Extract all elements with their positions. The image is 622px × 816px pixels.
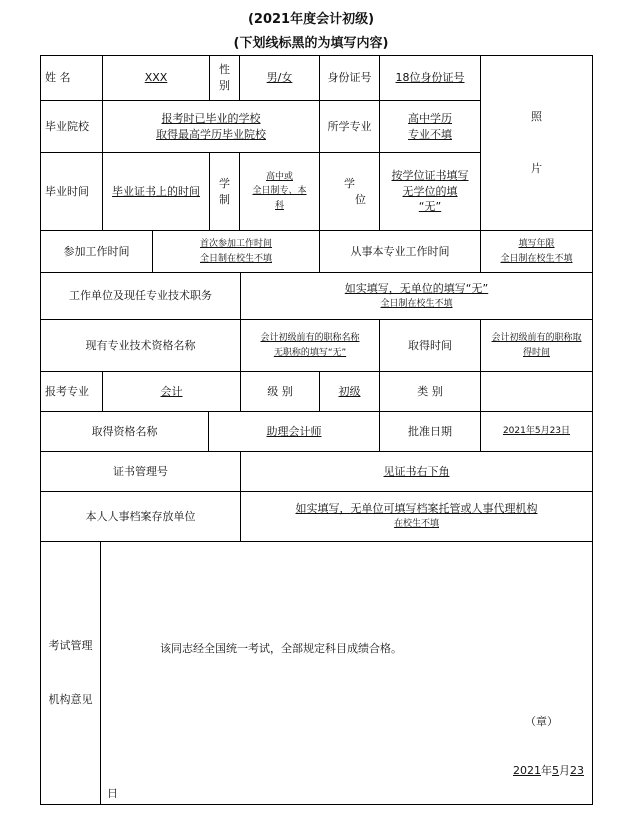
system-label: 学 制 [209,152,239,230]
degree-label: 学 位 [319,152,379,230]
archive-value: 如实填写，无单位可填写档案托管或人事代理机构 在校生不填 [240,491,593,541]
approve-date-value: 2021年5月23日 [480,411,593,451]
employer-label: 工作单位及现任专业技术职务 [40,272,240,319]
school-value: 报考时已毕业的学校 取得最高学历毕业院校 [102,100,319,152]
level-label: 级 别 [240,371,319,411]
category-value [480,371,593,411]
seal-text: （章） [525,715,558,728]
employer-value: 如实填写，无单位的填写“无” 全日制在校生不填 [240,272,593,319]
prof-time-label: 从事本专业工作时间 [319,230,480,272]
form-title: (2021年度会计初级) [247,12,375,27]
opinion-date-day-suffix: 日 [107,787,118,800]
system-value: 高中或 全日制专、本 科 [239,152,319,230]
exam-major-value: 会计 [102,371,240,411]
major-value: 高中学历 专业不填 [379,100,480,152]
qualification-label: 现有专业技术资格名称 [40,319,240,371]
cert-name-value: 助理会计师 [208,411,379,451]
photo-label-2: 片 [531,162,542,175]
opinion-date: 2021年5月23 [513,764,584,777]
school-label: 毕业院校 [40,100,102,152]
category-label: 类 别 [379,371,480,411]
archive-label: 本人人事档案存放单位 [40,491,240,541]
prof-time-value: 填写年限 全日制在校生不填 [480,230,593,272]
grad-time-label: 毕业时间 [40,152,102,230]
opinion-text: 该同志经全国统一考试，全部规定科目成绩合格。 [160,642,402,655]
qualification-value: 会计初级前有的职称名称 无职称的填写“无” [240,319,379,371]
cert-no-label: 证书管理号 [40,451,240,491]
level-value: 初级 [319,371,379,411]
obtain-time-value: 会计初级前有的职称取 得时间 [480,319,593,371]
name-label: 姓 名 [40,55,102,100]
obtain-time-label: 取得时间 [379,319,480,371]
name-value: XXX [102,55,209,100]
work-time-value: 首次参加工作时间 全日制在校生不填 [152,230,319,272]
id-label: 身份证号 [319,55,379,100]
photo-cell [480,55,593,230]
gender-label: 性 别 [209,55,239,100]
degree-value: 按学位证书填写 无学位的填 “无” [379,152,480,230]
cert-name-label: 取得资格名称 [40,411,208,451]
approve-date-label: 批准日期 [379,411,480,451]
form-subtitle: (下划线标黑的为填写内容) [233,36,389,51]
gender-value: 男/女 [239,55,319,100]
id-value: 18位身份证号 [379,55,480,100]
cert-no-value: 见证书右下角 [240,451,593,491]
exam-major-label: 报考专业 [40,371,102,411]
opinion-label: 考试管理 机构意见 [40,541,100,805]
photo-label-1: 照 [531,110,542,124]
work-time-label: 参加工作时间 [40,230,152,272]
grad-time-value: 毕业证书上的时间 [102,152,209,230]
major-label: 所学专业 [319,100,379,152]
